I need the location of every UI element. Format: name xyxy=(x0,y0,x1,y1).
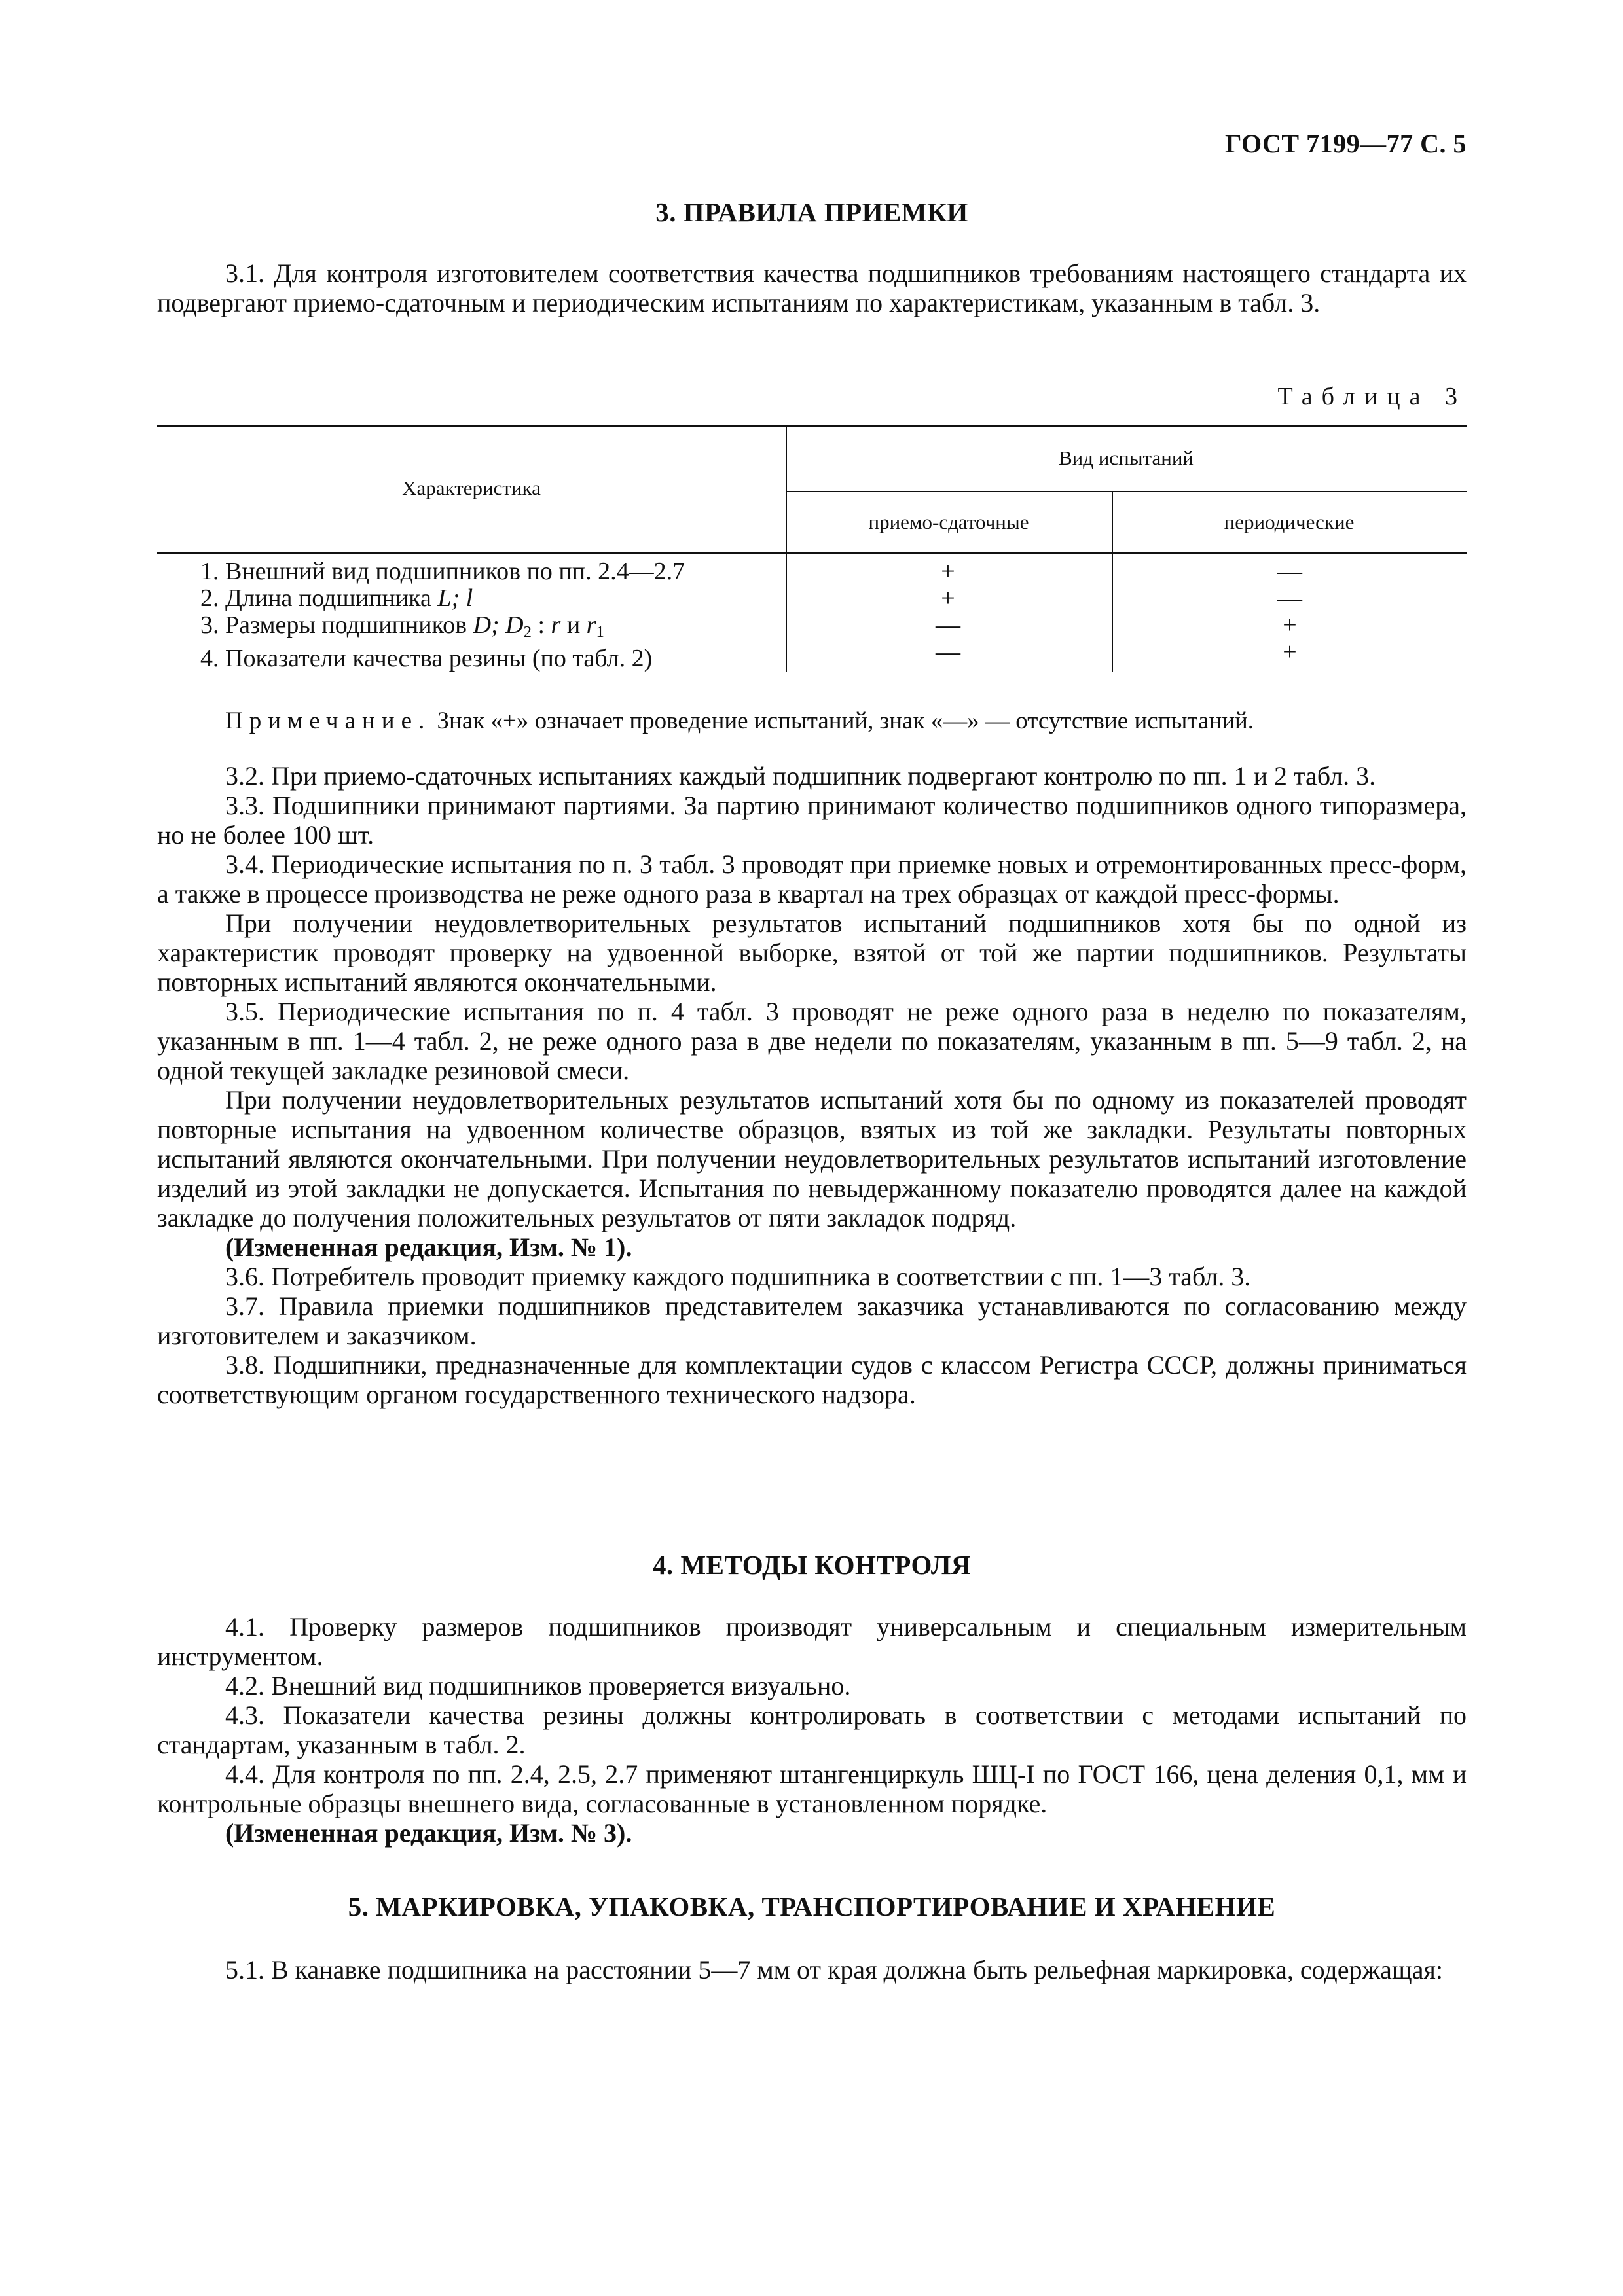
section-5-title: 5. МАРКИРОВКА, УПАКОВКА, ТРАНСПОРТИРОВАНИЕ И ХРАНЕНИЕ xyxy=(348,1892,1276,1922)
section-4-body xyxy=(157,1612,1467,1848)
paragraph-3-6: 3.6. Потребитель проводит приемку каждого подшипника в соответствии с пп. 1—3 табл. 3. xyxy=(225,1262,1251,1291)
table-3 xyxy=(157,425,1467,672)
document-page xyxy=(157,0,1467,2296)
table-body-vertical-rule-2 xyxy=(1112,553,1113,672)
paragraph-3-5-continued: При получении неудовлетворительных результатов испытаний хотя бы по одному из показателей проводят повторные испытания на удвоенном количестве образцов, взятых из той же закладки. Результаты повторных испытаний являются окончательными. При получении неудовлетворительных результатов испытаний изготовление изделий из этой закладки не допускается. Испытания по невыдержанному показателю проводятся далее на каждой закладке до получения положительных результатов от пяти закладок подряд. xyxy=(157,1085,1467,1232)
table-row-3-periodic: + xyxy=(1283,611,1297,639)
paragraph-4-3: 4.3. Показатели качества резины должны контролировать в соответствии с методами испытаний по стандартам, указанным в табл. 2. xyxy=(157,1700,1467,1759)
note-word: Примечание. xyxy=(225,708,431,734)
paragraph-3-7: 3.7. Правила приемки подшипников представителем заказчика устанавливаются по согласованию между изготовителем и заказчиком. xyxy=(157,1291,1467,1350)
paragraph-4-1: 4.1. Проверку размеров подшипников производят универсальным и специальным измерительным инструментом. xyxy=(157,1612,1467,1671)
table-row-1-acceptance: + xyxy=(941,558,955,585)
paragraph-3-2: 3.2. При приемо-сдаточных испытаниях каждый подшипник подвергают контролю по пп. 1 и 2 табл. 3. xyxy=(225,761,1376,791)
table-row-2-periodic: — xyxy=(1277,584,1302,612)
table-header-characteristic: Характеристика xyxy=(402,476,541,499)
paragraph-3-3: 3.3. Подшипники принимают партиями. За партию принимают количество подшипников одного типоразмера, но не более 100 шт. xyxy=(157,791,1467,850)
paragraph-4-4: 4.4. Для контроля по пп. 2.4, 2.5, 2.7 применяют штангенциркуль ШЦ-I по ГОСТ 166, цена деления 0,1, мм и контрольные образцы внешнего вида, согласованные в установленном порядке. xyxy=(157,1759,1467,1818)
table-row-3-acceptance: — xyxy=(936,611,960,639)
table-caption: Таблица 3 xyxy=(1277,383,1467,410)
table-header-acceptance: приемо-сдаточные xyxy=(868,511,1029,533)
paragraph-3-8: 3.8. Подшипники, предназначенные для комплектации судов с классом Регистра СССР, должны приниматься соответствующим органом государственного технического надзора. xyxy=(157,1350,1467,1409)
table-header-test-type: Вид испытаний xyxy=(1058,446,1194,469)
section-3-title: 3. ПРАВИЛА ПРИЕМКИ xyxy=(655,197,968,227)
table-body-vertical-rule-1 xyxy=(786,553,787,672)
table-row-3-label: 3. Размеры подшипников D; $D_2$ : r и $r_1$ xyxy=(200,611,604,641)
paragraph-4-2: 4.2. Внешний вид подшипников проверяется визуально. xyxy=(225,1671,851,1700)
section-3-intro xyxy=(157,259,1467,317)
table-row-4-label: 4. Показатели качества резины (по табл. 2) xyxy=(200,645,653,673)
paragraph-5-1: 5.1. В канавке подшипника на расстоянии 5—7 мм от края должна быть рельефная маркировка, содержащая: xyxy=(225,1955,1443,1984)
table-row-4-periodic: + xyxy=(1283,638,1297,666)
table-row-labels xyxy=(200,558,685,672)
section-3-body xyxy=(157,761,1467,1409)
table-row-2-label: 2. Длина подшипника L; l xyxy=(200,584,473,612)
section-4-title: 4. МЕТОДЫ КОНТРОЛЯ xyxy=(652,1550,972,1580)
edit-note-3: (Измененная редакция, Изм. № 3). xyxy=(225,1818,632,1848)
table-row-1-periodic: — xyxy=(1277,558,1302,585)
table-top-rule xyxy=(157,425,1467,427)
edit-note-1: (Измененная редакция, Изм. № 1). xyxy=(225,1232,632,1262)
paragraph-3-1: 3.1. Для контроля изготовителем соответствия качества подшипников требованиям настоящего стандарта их подвергают приемо-сдаточным и периодическим испытаниям по характеристикам, указанным в табл. 3. xyxy=(157,259,1467,317)
table-note xyxy=(225,707,1254,735)
page-header: ГОСТ 7199—77 С. 5 xyxy=(1224,129,1467,158)
note-text: Знак «+» означает проведение испытаний, знак «—» — отсутствие испытаний. xyxy=(431,708,1254,734)
paragraph-3-5: 3.5. Периодические испытания по п. 4 табл. 3 проводят не реже одного раза в неделю по показателям, указанным в пп. 1—4 табл. 2, не реже одного раза в две недели по показателям, указанным в пп. 5—9 табл. 2, на одной текущей закладке резиновой смеси. xyxy=(157,997,1467,1085)
table-row-1-label: 1. Внешний вид подшипников по пп. 2.4—2.7 xyxy=(200,558,685,585)
section-5-body xyxy=(157,1955,1467,1984)
table-row-2-acceptance: + xyxy=(941,584,955,612)
table-subheader-rule xyxy=(786,491,1467,492)
paragraph-3-4-continued: При получении неудовлетворительных результатов испытаний подшипников хотя бы по одной из характеристик проводят проверку на удвоенной выборке, взятой от той же партии подшипников. Результаты повторных испытаний являются окончательными. xyxy=(157,908,1467,997)
paragraph-3-4: 3.4. Периодические испытания по п. 3 табл. 3 проводят при приемке новых и отремонтированных пресс-форм, а также в процессе производства не реже одного раза в квартал на трех образцах от каждой пресс-формы. xyxy=(157,850,1467,908)
table-row-4-acceptance: — xyxy=(936,638,960,666)
table-header-periodic: периодические xyxy=(1224,511,1355,533)
table-header-bottom-rule xyxy=(157,552,1467,554)
